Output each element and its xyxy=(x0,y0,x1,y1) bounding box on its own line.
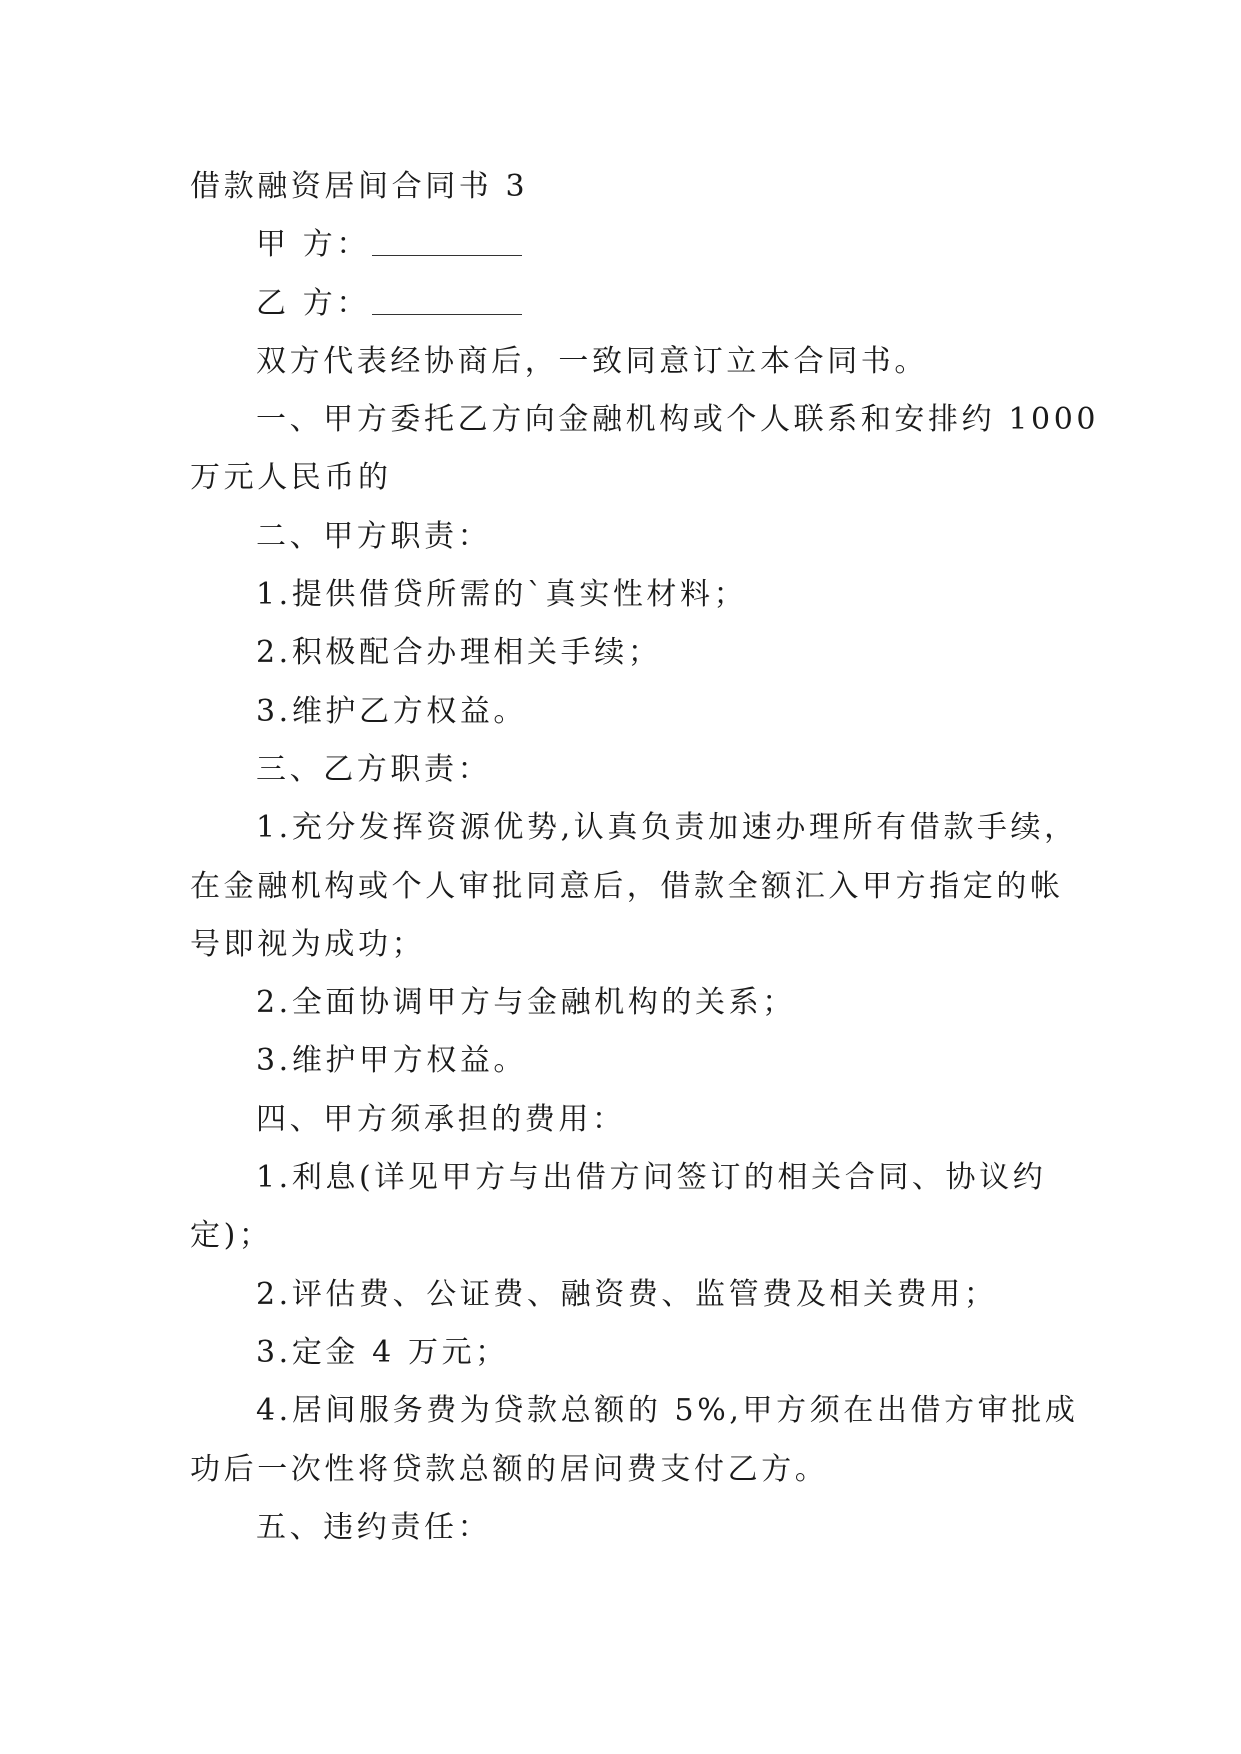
party-b-label: 乙 方： xyxy=(256,285,370,321)
party-a-label: 甲 方： xyxy=(256,227,370,263)
party-a-line xyxy=(190,216,1065,274)
text-line: 2.全面协调甲方与金融机构的关系； xyxy=(256,985,796,1021)
text-line: 2.积极配合办理相关手续； xyxy=(256,635,662,671)
text-line: 1.充分发挥资源优势,认真负责加速办理所有借款手续， xyxy=(256,810,1078,846)
text-line: 3.维护乙方权益。 xyxy=(256,693,528,729)
document-title: 借款融资居间合同书 3 xyxy=(190,169,529,204)
text-line: 2.评估费、公证费、融资费、监管费及相关费用； xyxy=(256,1276,998,1312)
party-a-blank xyxy=(372,227,522,256)
text-line: 二、甲方职责： xyxy=(256,518,492,554)
party-b-blank xyxy=(372,286,522,315)
text-line: 一、甲方委托乙方向金融机构或个人联系和安排约 1000 xyxy=(256,402,1100,438)
document-body xyxy=(190,158,1100,1557)
text-line: 定)； xyxy=(190,1218,273,1254)
text-line: 1.利息(详见甲方与出借方问签订的相关合同、协议约 xyxy=(256,1160,1047,1196)
contract-clauses xyxy=(190,333,1100,1557)
text-line: 在金融机构或个人审批同意后，借款全额汇入甲方指定的帐 xyxy=(190,868,1064,904)
text-line: 功后一次性将贷款总额的居问费支付乙方。 xyxy=(190,1451,829,1487)
text-line: 4.居间服务费为贷款总额的 5%,甲方须在出借方审批成 xyxy=(256,1393,1079,1429)
text-line: 1.提供借贷所需的`真实性材料； xyxy=(256,577,748,613)
text-line: 3.维护甲方权益。 xyxy=(256,1043,528,1079)
text-line: 3.定金 4 万元； xyxy=(256,1334,509,1370)
party-b-line xyxy=(190,275,1065,333)
text-line: 四、甲方须承担的费用： xyxy=(256,1101,626,1137)
text-line: 万元人民币的 xyxy=(190,460,392,496)
text-line: 五、违约责任： xyxy=(256,1509,492,1545)
text-line: 三、乙方职责： xyxy=(256,751,492,787)
text-line: 双方代表经协商后，一致同意订立本合同书。 xyxy=(256,343,928,379)
text-line: 号即视为成功； xyxy=(190,926,426,962)
